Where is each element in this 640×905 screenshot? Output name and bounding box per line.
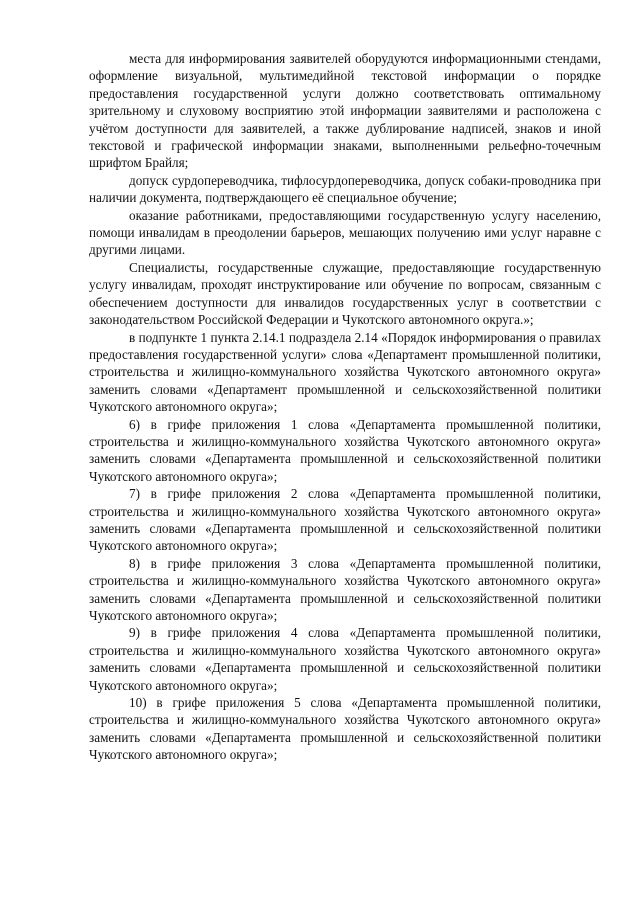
paragraph-item-8: 8) в грифе приложения 3 слова «Департамента промышленной политики, строительства и жилищно-коммунального хозяйства Чукотского автономного округа» заменить словами «Департамента промышленной и сельскохозяйственной политики Чукотского автономного округа»; [89, 555, 601, 623]
document-page [89, 50, 601, 764]
paragraph-interpreter-access: допуск сурдопереводчика, тифлосурдопереводчика, допуск собаки-проводника при наличии документа, подтверждающего её специальное обучение; [89, 172, 601, 206]
paragraph-item-9: 9) в грифе приложения 4 слова «Департамента промышленной политики, строительства и жилищно-коммунального хозяйства Чукотского автономного округа» заменить словами «Департамента промышленной и сельскохозяйственной политики Чукотского автономного округа»; [89, 625, 601, 693]
paragraph-item-10: 10) в грифе приложения 5 слова «Департамента промышленной политики, строительства и жилищно-коммунального хозяйства Чукотского автономного округа» заменить словами «Департамента промышленной и сельскохозяйственной политики Чукотского автономного округа»; [89, 695, 601, 763]
paragraph-item-6: 6) в грифе приложения 1 слова «Департамента промышленной политики, строительства и жилищно-коммунального хозяйства Чукотского автономного округа» заменить словами «Департамента промышленной и сельскохозяйственной политики Чукотского автономного округа»; [89, 416, 601, 484]
paragraph-staff-assistance: оказание работниками, предоставляющими государственную услугу населению, помощи инвалидам в преодолении барьеров, мешающих получению ими услуг наравне с другими лицами. [89, 207, 601, 258]
paragraph-item-7: 7) в грифе приложения 2 слова «Департамента промышленной политики, строительства и жилищно-коммунального хозяйства Чукотского автономного округа» заменить словами «Департамента промышленной и сельскохозяйственной политики Чукотского автономного округа»; [89, 486, 601, 554]
paragraph-specialists-training: Специалисты, государственные служащие, предоставляющие государственную услугу инвалидам, проходят инструктирование или обучение по вопросам, связанным с обеспечением доступности для инвалидов государственных услуг в соответствии с законодательством Российской Федерации и Чукотского автономного округа.»; [89, 259, 601, 328]
paragraph-subclause-2-14-1: в подпункте 1 пункта 2.14.1 подраздела 2.14 «Порядок информирования о правилах предоставления государственной услуги» слова «Департамент промышленной политики, строительства и жилищно-коммунального хозяйства Чукотского автономного округа» заменить словами «Департамент промышленной и сельскохозяйственной политики Чукотского автономного округа»; [89, 329, 601, 415]
paragraph-braille-stands: места для информирования заявителей оборудуются информационными стендами, оформление визуальной, мультимедийной текстовой информации о порядке предоставления государственной услуги должно соответствовать оптимальному зрительному и слуховому восприятию этой информации заявителями и расположена с учётом доступности для заявителей, а также дублирование надписей, знаков и иной текстовой и графической информации знаками, выполненными рельефно-точечным шрифтом Брайля; [89, 51, 601, 171]
